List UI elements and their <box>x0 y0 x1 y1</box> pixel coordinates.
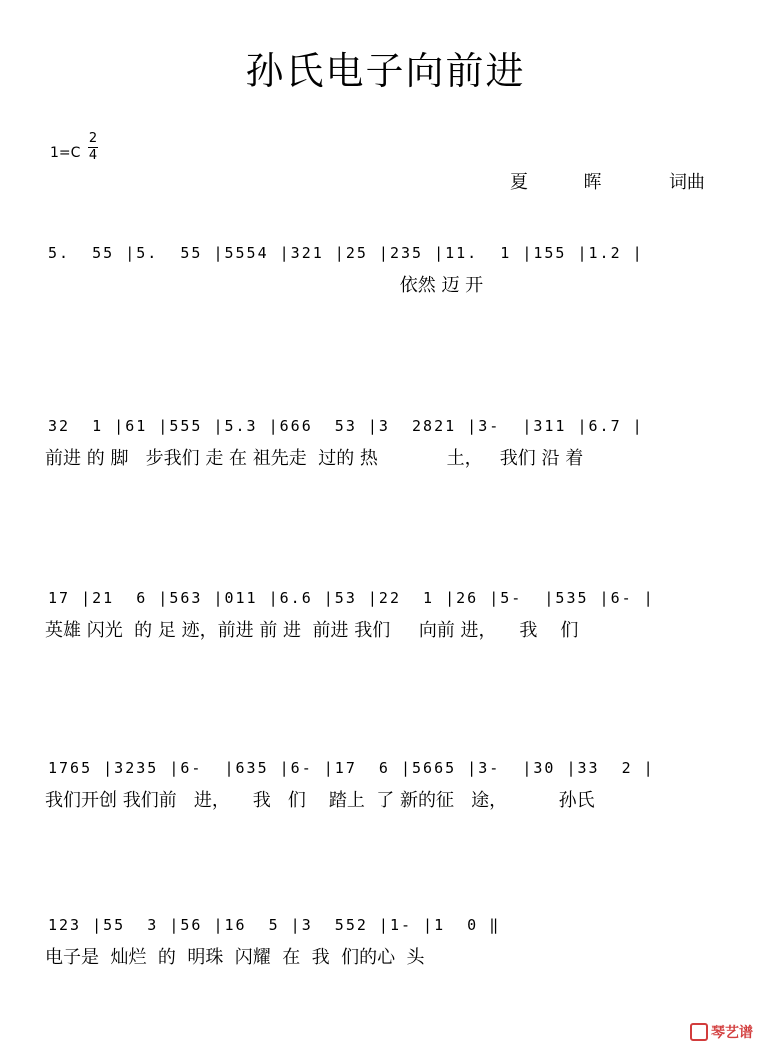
lyrics-line: 我们开创 我们前 进， 我 们 踏上 了 新的征 途， 孙氏 <box>45 790 595 811</box>
lyrics-line: 英雄 闪光 的 足 迹，前进 前 进 前进 我们 向前 进， 我 们 <box>45 620 579 641</box>
key-signature: 1=C <box>50 145 81 161</box>
lyrics-line: 依然 迈 开 <box>45 275 484 296</box>
notation-line: 32 1 |61 |555 |5.3 |666 53 |3 2821 |3- |311 |6.7 | <box>48 417 644 435</box>
notation-line: 123 |55 3 |56 |16 5 |3 552 |1- |1 0 ‖ <box>48 916 501 934</box>
credit-role: 词曲 <box>668 172 705 193</box>
score-system-4 <box>0 755 771 815</box>
credit-name-2: 晖 <box>583 172 602 193</box>
lyrics-line: 前进 的 脚 步我们 走 在 祖先走 过的 热 土， 我们 沿 着 <box>45 448 584 469</box>
song-title: 孙氏电子向前进 <box>245 49 526 93</box>
notation-line: 17 |21 6 |563 |011 |6.6 |53 |22 1 |26 |5- |535 |6- | <box>48 589 655 607</box>
time-signature <box>88 132 98 163</box>
watermark-text: 琴艺谱 <box>711 1025 753 1041</box>
lyrics-line: 电子是 灿烂 的 明珠 闪耀 在 我 们的心 头 <box>45 947 425 968</box>
watermark-logo <box>690 1022 753 1042</box>
credit-name-1: 夏 <box>510 172 528 193</box>
score-system-5 <box>0 912 771 972</box>
time-signature-bottom: 4 <box>88 148 98 163</box>
score-system-1 <box>0 240 771 300</box>
notation-line: 1765 |3235 |6- |635 |6- |17 6 |5665 |3- |30 |33 2 | <box>48 759 655 777</box>
score-system-2 <box>0 413 771 473</box>
score-system-3 <box>0 585 771 645</box>
credits <box>510 168 705 194</box>
notation-line: 5. 55 |5. 55 |5554 |321 |25 |235 |11. 1 |155 |1.2 | <box>48 244 644 262</box>
logo-icon <box>690 1023 708 1041</box>
time-signature-top: 2 <box>88 131 98 146</box>
